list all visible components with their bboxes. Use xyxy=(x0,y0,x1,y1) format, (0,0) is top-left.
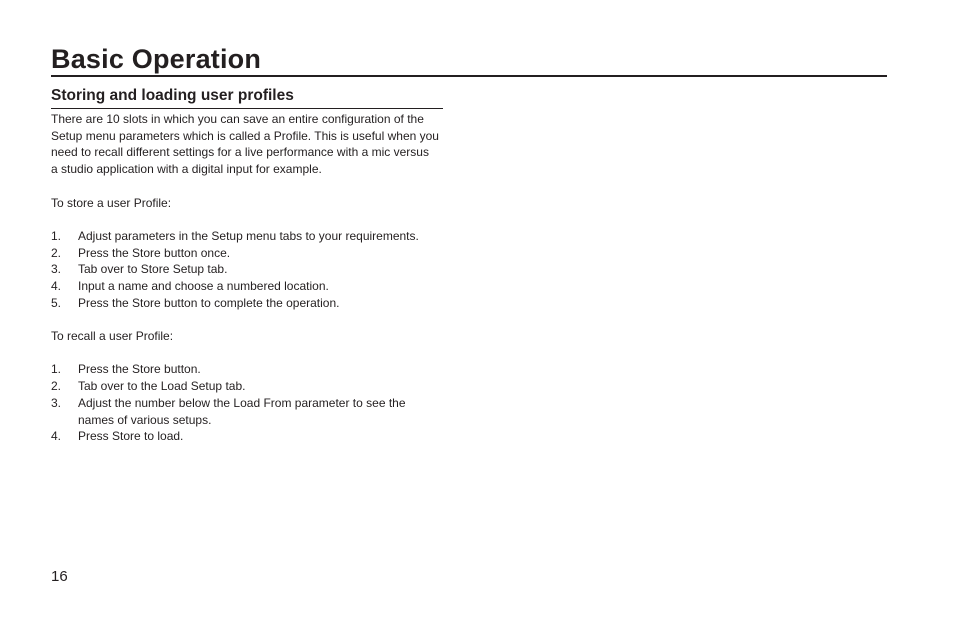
list-item xyxy=(51,278,451,295)
step-text: Press the Store button to complete the operation. xyxy=(78,295,340,310)
title-divider xyxy=(51,75,887,77)
spacer xyxy=(51,178,451,195)
spacer xyxy=(51,311,451,328)
step-text: Press the Store button. xyxy=(78,362,201,377)
step-text: Adjust parameters in the Setup menu tabs to your requirements. xyxy=(78,228,419,243)
step-number: 4. xyxy=(51,279,62,293)
step-number: 1. xyxy=(51,228,62,243)
page-number: 16 xyxy=(51,568,68,585)
step-text: Press the Store button once. xyxy=(78,245,231,260)
list-item xyxy=(51,295,451,312)
list-item xyxy=(51,261,451,278)
step-number: 3. xyxy=(51,395,62,410)
page-title: Basic Operation xyxy=(51,44,262,74)
step-number: 2. xyxy=(51,379,62,394)
list-item xyxy=(51,228,451,245)
spacer xyxy=(51,211,451,228)
list-item xyxy=(51,361,451,378)
step-number: 3. xyxy=(51,262,62,277)
recall-steps-list xyxy=(51,361,451,445)
store-intro: To store a user Profile: xyxy=(51,195,172,210)
store-steps-list xyxy=(51,228,451,312)
section-body xyxy=(51,111,451,445)
intro-paragraph: There are 10 slots in which you can save an entire configuration of the Setup menu parameters which is called a Profile. This is useful when you need to recall different settings for a live performance with a mic versus a studio application with a digital input for example. xyxy=(51,112,439,177)
list-item xyxy=(51,245,451,262)
list-item xyxy=(51,395,451,428)
step-number: 4. xyxy=(51,429,62,444)
step-text: Adjust the number below the Load From parameter to see the names of various setups. xyxy=(78,395,406,427)
recall-intro: To recall a user Profile: xyxy=(51,329,174,344)
step-text: Input a name and choose a numbered location. xyxy=(78,279,329,293)
step-number: 1. xyxy=(51,362,62,377)
section-divider xyxy=(51,108,443,109)
step-number: 2. xyxy=(51,245,62,260)
list-item xyxy=(51,428,451,445)
list-item xyxy=(51,378,451,395)
step-text: Press Store to load. xyxy=(78,429,184,444)
step-text: Tab over to the Load Setup tab. xyxy=(78,379,246,394)
step-number: 5. xyxy=(51,295,62,310)
spacer xyxy=(51,345,451,362)
section-heading: Storing and loading user profiles xyxy=(51,87,294,104)
step-text: Tab over to Store Setup tab. xyxy=(78,262,228,277)
